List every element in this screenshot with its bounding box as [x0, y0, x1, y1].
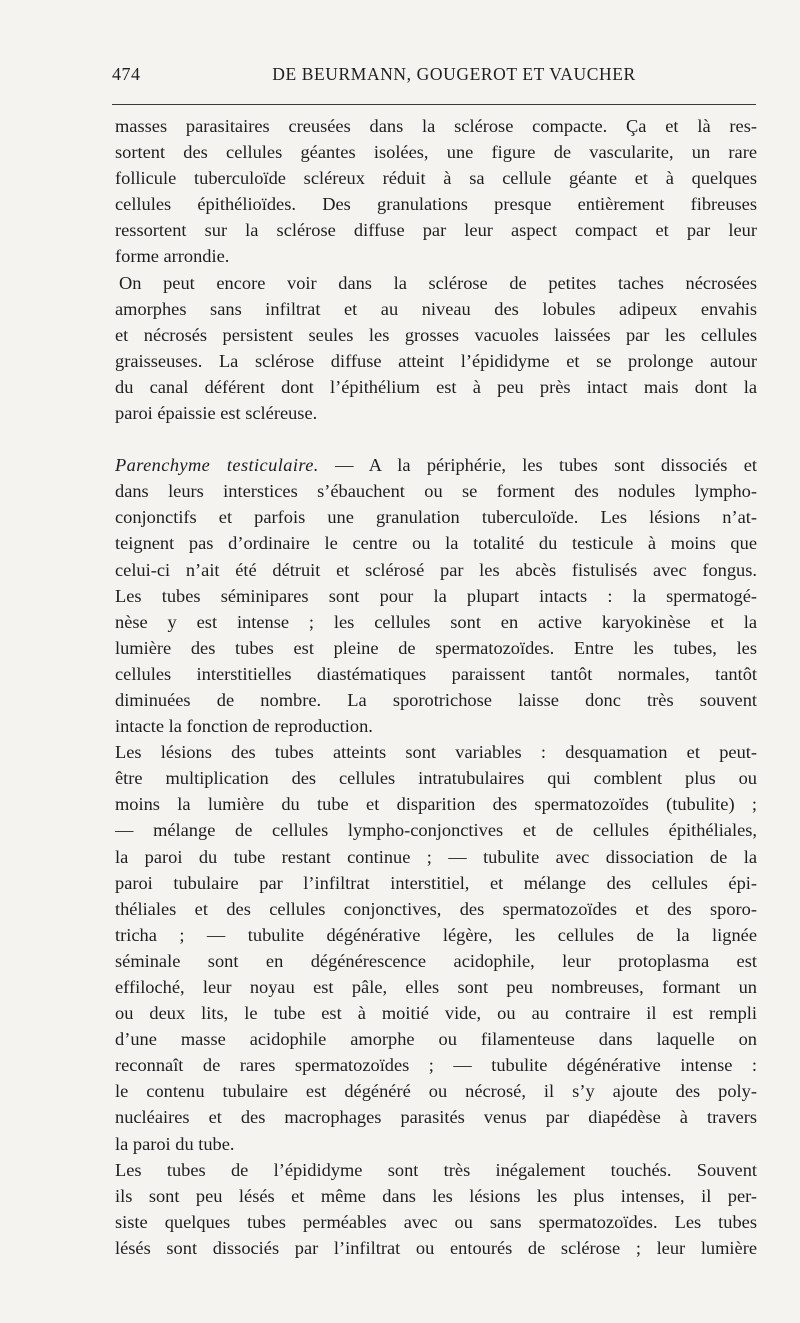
text-line: forme arrondie.: [115, 246, 230, 267]
text-line: la paroi du tube restant continue ; — tubulite avec dissociation de la: [115, 846, 757, 867]
text-line: ils sont peu lésés et même dans les lésions les plus intenses, il per-: [115, 1185, 757, 1206]
text-line: amorphes sans infiltrat et au niveau des lobules adipeux envahis: [115, 298, 757, 319]
text-line: reconnaît de rares spermatozoïdes ; — tubulite dégénérative intense :: [115, 1055, 757, 1076]
text-line: Les tubes de l’épididyme sont très inégalement touchés. Souvent: [115, 1159, 757, 1180]
paragraph: [115, 113, 757, 270]
text-line: sortent des cellules géantes isolées, une figure de vascularite, un rare: [115, 142, 757, 163]
text-line: On peut encore voir dans la sclérose de petites taches nécrosées: [119, 272, 757, 293]
paragraph: [115, 583, 757, 740]
text-line: d’une masse acidophile amorphe ou filamenteuse dans laquelle on: [115, 1029, 757, 1050]
text-line: paroi épaissie est scléreuse.: [115, 403, 318, 424]
text-line: effiloché, leur noyau est pâle, elles sont peu nombreuses, formant un: [115, 977, 757, 997]
paragraph: [115, 270, 757, 427]
text-line: être multiplication des cellules intratubulaires qui comblent plus ou: [115, 768, 757, 789]
text-line: et nécrosés persistent seules les grosses vacuoles laissées par les cellules: [115, 324, 757, 345]
paragraph: [115, 739, 757, 1157]
text-line: moins la lumière du tube et disparition des spermatozoïdes (tubulite) ;: [115, 794, 757, 815]
running-header: [112, 64, 756, 94]
text-line: celui-ci n’ait été détruit et sclérosé par les abcès fistulisés avec fongus.: [115, 559, 757, 580]
text-line: Les tubes séminipares sont pour la plupart intacts : la spermatogé-: [115, 585, 757, 606]
text-line: intacte la fonction de reproduction.: [115, 716, 373, 737]
text-line: lésés sont dissociés par l’infiltrat ou entourés de sclérose ; leur lumière: [115, 1237, 757, 1258]
text-line: teignent pas d’ordinaire le centre ou la totalité du testicule à moins que: [115, 533, 757, 554]
text-line: théliales et des cellules conjonctives, des spermatozoïdes et des sporo-: [115, 898, 757, 919]
text-line: ou deux lits, le tube est à moitié vide, ou au contraire il est rempli: [115, 1003, 757, 1024]
header-rule: [112, 104, 756, 105]
text-line: du canal déférent dont l’épithélium est à peu près intact mais dont la: [115, 376, 757, 397]
text-line: masses parasitaires creusées dans la sclérose compacte. Ça et là res-: [115, 116, 757, 136]
text-line: cellules épithélioïdes. Des granulations presque entièrement fibreuses: [115, 194, 757, 215]
paragraph: [115, 1157, 757, 1261]
running-title: DE BEURMANN, GOUGEROT ET VAUCHER: [272, 64, 636, 84]
text-line: [115, 452, 757, 478]
text-line: siste quelques tubes perméables avec ou sans spermatozoïdes. Les tubes: [115, 1211, 757, 1232]
text-line: conjonctifs et parfois une granulation tuberculoïde. Les lésions n’at-: [115, 507, 757, 528]
text-line: tricha ; — tubulite dégénérative légère, les cellules de la lignée: [115, 924, 757, 945]
text-line: — mélange de cellules lympho-conjonctives et de cellules épithéliales,: [115, 820, 757, 841]
text-line: le contenu tubulaire est dégénéré ou nécrosé, il s’y ajoute des poly-: [115, 1081, 757, 1102]
section-paragraph: [115, 452, 757, 582]
text-line: Les lésions des tubes atteints sont variables : desquamation et peut-: [115, 742, 757, 763]
text-line: graisseuses. La sclérose diffuse atteint l’épididyme et se prolonge autour: [115, 350, 757, 371]
text-line: follicule tuberculoïde scléreux réduit à sa cellule géante et à quelques: [115, 168, 757, 189]
text-line: diminuées de nombre. La sporotrichose laisse donc très souvent: [115, 689, 757, 710]
text-line: lumière des tubes est pleine de spermatozoïdes. Entre les tubes, les: [115, 637, 757, 658]
paragraph-gap: [115, 426, 757, 452]
text-line: nèse y est intense ; les cellules sont en active karyokinèse et la: [115, 611, 757, 632]
body-text: [115, 113, 757, 1261]
page-number: 474: [112, 64, 141, 84]
text-line: séminale sont en dégénérescence acidophile, leur protoplasma est: [115, 950, 757, 971]
text-line: cellules interstitielles diastématiques paraissent tantôt normales, tantôt: [115, 663, 757, 684]
section-heading: Parenchyme testiculaire.: [115, 455, 319, 476]
text-line: nucléaires et des macrophages parasités venus par diapédèse à travers: [115, 1107, 757, 1128]
text-line: ressortent sur la sclérose diffuse par leur aspect compact et par leur: [115, 220, 757, 241]
text-line: dans leurs interstices s’ébauchent ou se forment des nodules lympho-: [115, 481, 757, 502]
text-line: paroi tubulaire par l’infiltrat interstitiel, et mélange des cellules épi-: [115, 872, 757, 893]
text-line: la paroi du tube.: [115, 1133, 235, 1154]
heading-line-rest: — A la périphérie, les tubes sont dissociés et: [318, 455, 757, 476]
